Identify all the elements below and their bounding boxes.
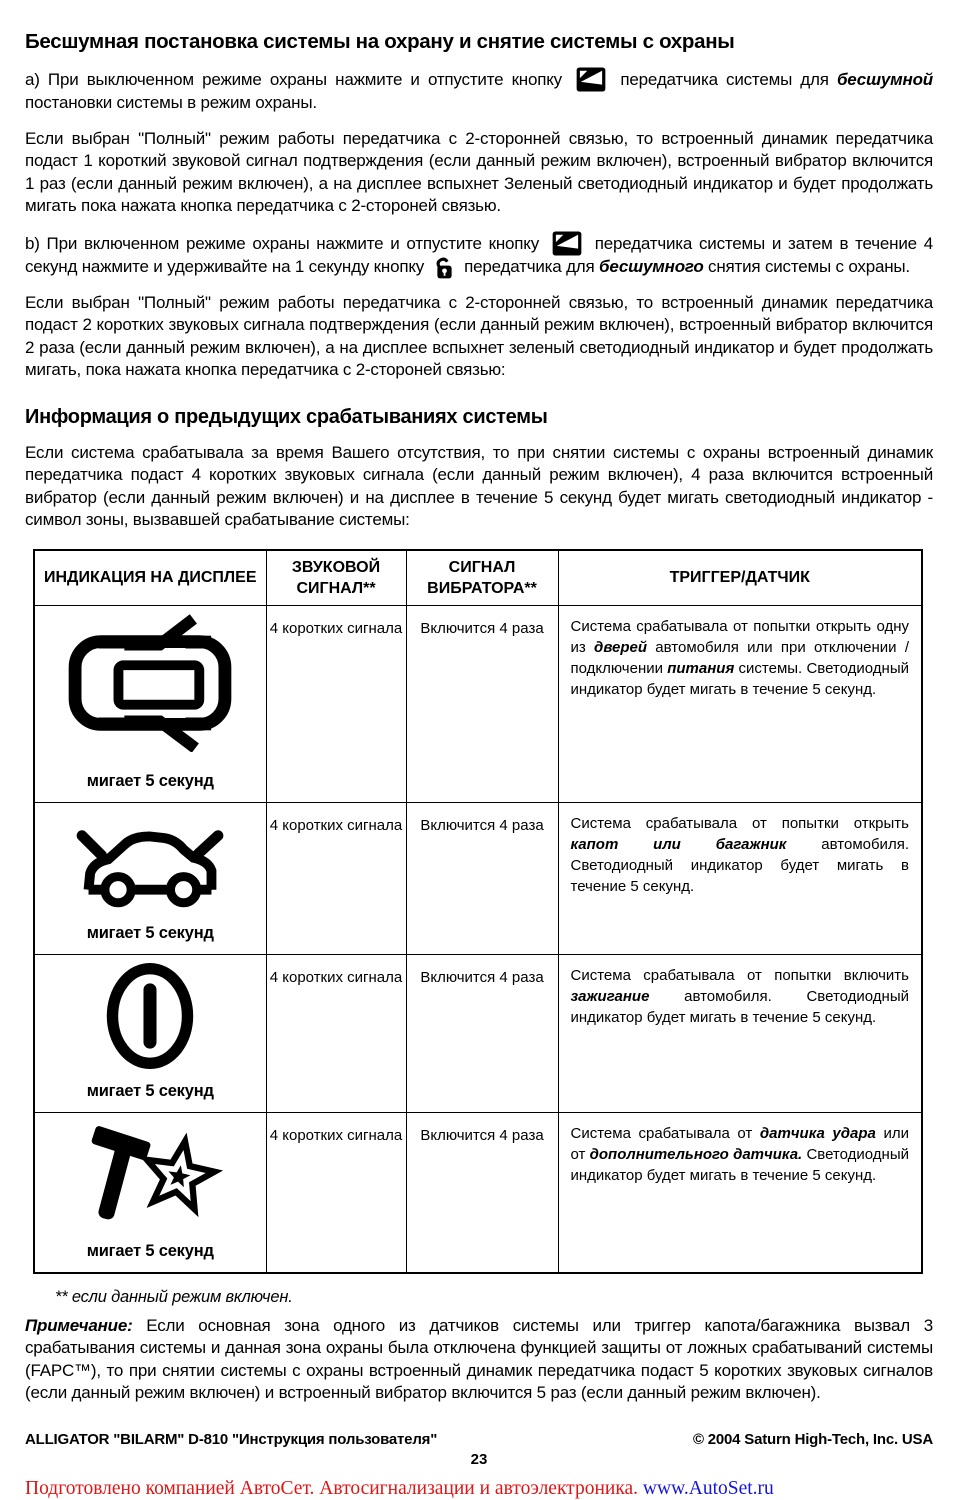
- col-header-trigger-sensor: ТРИГГЕР/ДАТЧИК: [558, 550, 922, 606]
- footer-manual-title: ALLIGATOR "BILARM" D-810 "Инструкция пользователя": [25, 1430, 438, 1448]
- vibration-signal-cell: Включится 4 раза: [406, 1112, 558, 1273]
- note-paragraph: Примечание: Если основная зона одного из датчиков системы или триггер капота/багажника вызвал 3 срабатывания системы и данная зона охраны была отключена функцией защиты от ложных срабатываний системы (FAPC™), то при снятии системы с охраны встроенный динамик передатчика подаст 5 коротких звуковых сигналов (если данный режим включен) и встроенный вибратор включится 5 раз (если данный режим включен).: [25, 1315, 933, 1402]
- footer: [25, 1431, 933, 1448]
- shock-sensor-icon: [64, 1121, 236, 1229]
- page-number: 23: [470, 1450, 488, 1468]
- trigger-description-cell: Система срабатывала от попытки открыть капот или багажник автомобиля. Светодиодный индикатор будет мигать в течение 5 секунд.: [558, 802, 922, 954]
- icon-caption: мигает 5 секунд: [86, 1081, 214, 1100]
- car-hood-trunk-open-icon: [59, 811, 241, 911]
- para-silent-arm-a: a) При выключенном режиме охраны нажмите и отпустите кнопку передатчика системы для бесшумной постановки системы в режим охраны.: [25, 67, 933, 115]
- col-header-vibration-signal: СИГНАЛ ВИБРАТОРА**: [406, 550, 558, 606]
- table-row-shock-sensor: [34, 1112, 922, 1273]
- car-doors-open-icon: [60, 614, 240, 752]
- transmitter-arm-button-icon: [576, 67, 606, 92]
- section-title-silent-arming: Бесшумная постановка системы на охрану и снятие системы с охраны: [25, 30, 735, 53]
- vibration-signal-cell: Включится 4 раза: [406, 802, 558, 954]
- table-row-doors: [34, 605, 922, 802]
- sound-signal-cell: 4 коротких сигнала: [266, 802, 406, 954]
- para-full-mode-arm-confirm: Если выбран "Полный" режим работы передатчика с 2-сторонней связью, то встроенный динамик передатчика подаст 1 короткий звуковой сигнал подтверждения (если данный режим включен), встроенный вибратор включится 1 раз (если данный режим включен), а на дисплее вспыхнет Зеленый светодиодный индикатор и будет продолжать мигать пока нажата кнопка передатчика с 2-стороней связью.: [25, 128, 933, 215]
- credits-line: [25, 1478, 933, 1500]
- footnote: ** если данный режим включен.: [55, 1287, 293, 1306]
- icon-caption: мигает 5 секунд: [86, 771, 214, 790]
- sound-signal-cell: 4 коротких сигнала: [266, 954, 406, 1112]
- col-header-sound-signal: ЗВУКОВОЙ СИГНАЛ**: [266, 550, 406, 606]
- table-header-row: [34, 550, 922, 606]
- col-header-display-indication: ИНДИКАЦИЯ НА ДИСПЛЕЕ: [34, 550, 266, 606]
- alarm-events-table: [33, 549, 923, 1274]
- icon-caption: мигает 5 секунд: [86, 1241, 214, 1260]
- trigger-description-cell: Система срабатывала от датчика удара или от дополнительного датчика. Светодиодный индикатор будет мигать в течение 5 секунд.: [558, 1112, 922, 1273]
- section-title-trigger-info: Информация о предыдущих срабатываниях системы: [25, 405, 548, 428]
- footer-copyright: © 2004 Saturn High-Tech, Inc. USA: [692, 1430, 933, 1448]
- para-trigger-info: Если система срабатывала за время Вашего отсутствия, то при снятии системы с охраны встроенный динамик передатчика подаст 4 коротких звуковых сигнала (если данный режим включен), 4 раза включится встроенный вибратор (если данный режим включен) и на дисплее в течение 5 секунд будет мигать светодиодный индикатор - символ зоны, вызвавшей срабатывание системы:: [25, 442, 933, 529]
- credits-text: Подготовлено компанией АвтоСет. Автосигнализации и автоэлектроника.: [25, 1477, 643, 1499]
- sound-signal-cell: 4 коротких сигнала: [266, 605, 406, 802]
- table-row-ignition: [34, 954, 922, 1112]
- para-full-mode-disarm-confirm: Если выбран "Полный" режим работы передатчика с 2-сторонней связью, то встроенный динамик передатчика подаст 2 коротких звуковых сигнала подтверждения (если данный режим включен), встроенный вибратор включится 2 раза (если данный режим включен), а на дисплее вспыхнет зеленый светодиодный индикатор и будет продолжать мигать, пока нажата кнопка передатчика с 2-стороней связью:: [25, 292, 933, 379]
- sound-signal-cell: 4 коротких сигнала: [266, 1112, 406, 1273]
- trigger-description-cell: Система срабатывала от попытки включить зажигание автомобиля. Светодиодный индикатор будет мигать в течение 5 секунд.: [558, 954, 922, 1112]
- open-padlock-button-icon: [435, 256, 454, 279]
- para-silent-disarm-b: b) При включенном режиме охраны нажмите и отпустите кнопку передатчика системы и затем в течение 4 секунд нажмите и удерживайте на 1 секунду кнопку передатчика для бесшумного снятия системы с охраны.: [25, 231, 933, 279]
- vibration-signal-cell: Включится 4 раза: [406, 954, 558, 1112]
- vibration-signal-cell: Включится 4 раза: [406, 605, 558, 802]
- table-row-hood-trunk: [34, 802, 922, 954]
- ignition-icon: [95, 963, 205, 1069]
- transmitter-arm-button-icon: [552, 231, 582, 256]
- icon-caption: мигает 5 секунд: [86, 923, 214, 942]
- autoset-link[interactable]: www.AutoSet.ru: [642, 1477, 774, 1499]
- trigger-description-cell: Система срабатывала от попытки открыть одну из дверей автомобиля или при отключении / подключении питания системы. Светодиодный индикатор будет мигать в течение 5 секунд.: [558, 605, 922, 802]
